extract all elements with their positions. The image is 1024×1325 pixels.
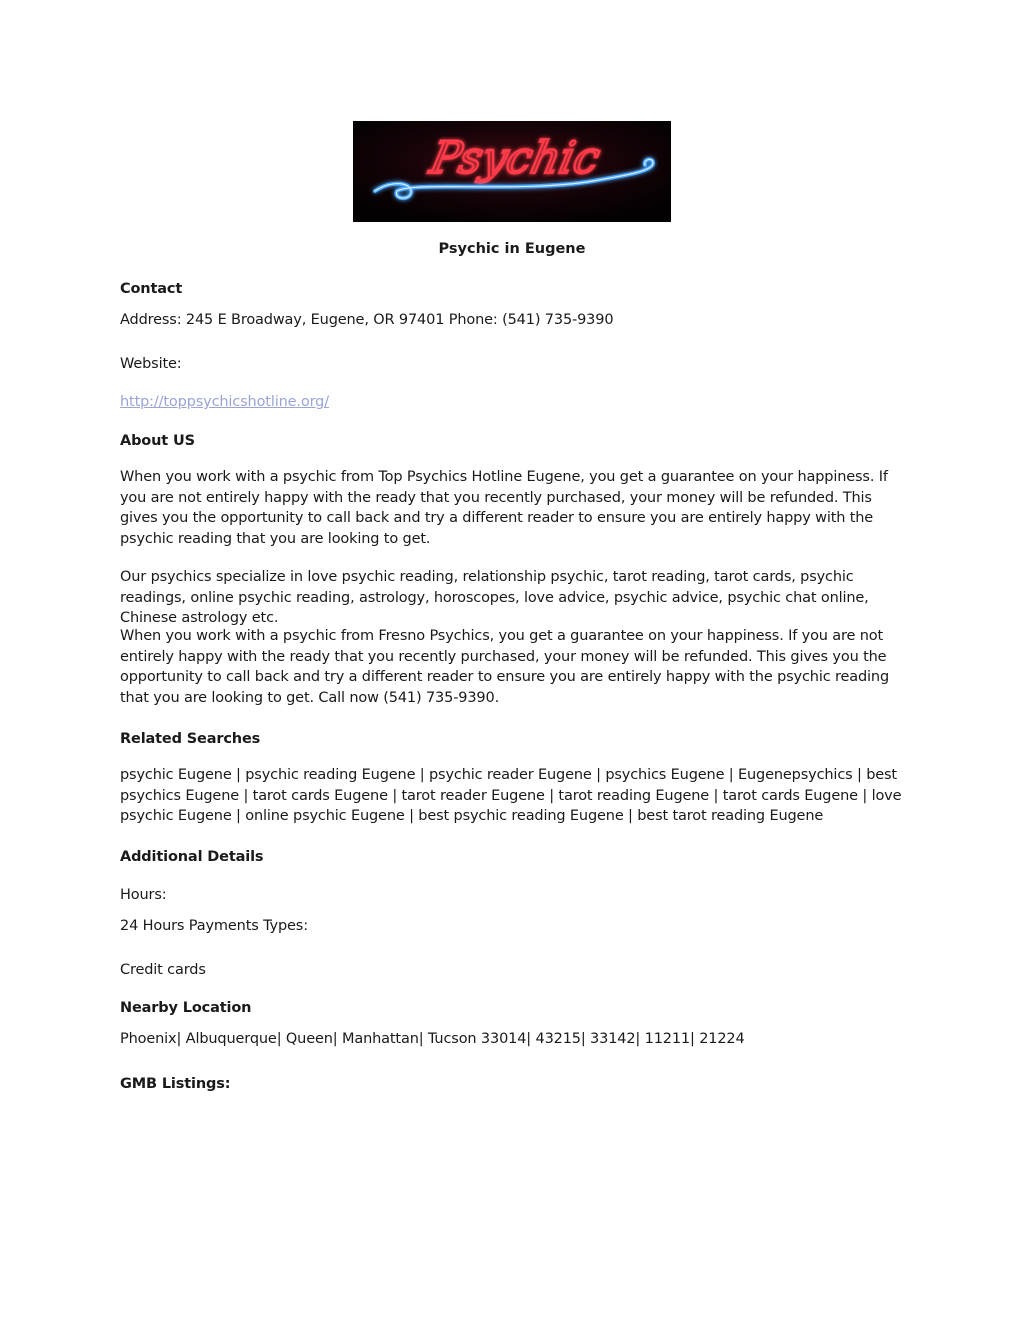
about-heading: About US <box>120 433 195 449</box>
hours-payments: 24 Hours Payments Types: <box>120 918 308 934</box>
contact-heading: Contact <box>120 281 183 297</box>
payment-type-value: Credit cards <box>120 962 206 978</box>
website-link[interactable]: http://toppsychicshotline.org/ <box>120 394 329 410</box>
additional-details-heading: Additional Details <box>120 849 264 865</box>
nearby-location-text: Phoenix| Albuquerque| Queen| Manhattan| Tucson 33014| 43215| 33142| 11211| 21224 <box>120 1031 745 1047</box>
contact-address-phone: Address: 245 E Broadway, Eugene, OR 97401 Phone: (541) 735-9390 <box>120 312 614 328</box>
nearby-location-heading: Nearby Location <box>120 1000 252 1016</box>
about-paragraph-1: When you work with a psychic from Top Psychics Hotline Eugene, you get a guarantee on your happiness. If you are not entirely happy with the ready that you recently purchased, your money will be refunded. This gives you the opportunity to call back and try a different reader to ensure you are entirely happy with the psychic reading that you are looking to get. <box>120 469 888 547</box>
logo-neon-text: Psychic <box>425 133 605 184</box>
hours-label: Hours: <box>120 887 167 903</box>
related-searches-heading: Related Searches <box>120 731 261 747</box>
page-title: Psychic in Eugene <box>438 241 586 257</box>
related-searches-text: psychic Eugene | psychic reading Eugene | psychic reader Eugene | psychics Eugene | Eugenepsychics | best psychics Eugene | tarot cards Eugene | tarot reader Eugene | tarot reading Eugene | tarot cards Eugene | love psychic Eugene | online psychic Eugene | best psychic reading Eugene | best tarot reading Eugene <box>120 767 902 824</box>
website-label: Website: <box>120 356 182 372</box>
about-paragraph-2: Our psychics specialize in love psychic reading, relationship psychic, tarot reading, tarot cards, psychic readings, online psychic reading, astrology, horoscopes, love advice, psychic advice, psychic chat online, Chinese astrology etc. <box>120 569 869 626</box>
gmb-listings-heading: GMB Listings: <box>120 1076 231 1092</box>
about-paragraph-3: When you work with a psychic from Fresno Psychics, you get a guarantee on your happiness. If you are not entirely happy with the ready that you recently purchased, your money will be refunded. This gives you the opportunity to call back and try a different reader to ensure you are entirely happy with the psychic reading that you are looking to get. Call now (541) 735-9390. <box>120 628 890 706</box>
psychic-neon-logo <box>353 121 671 222</box>
